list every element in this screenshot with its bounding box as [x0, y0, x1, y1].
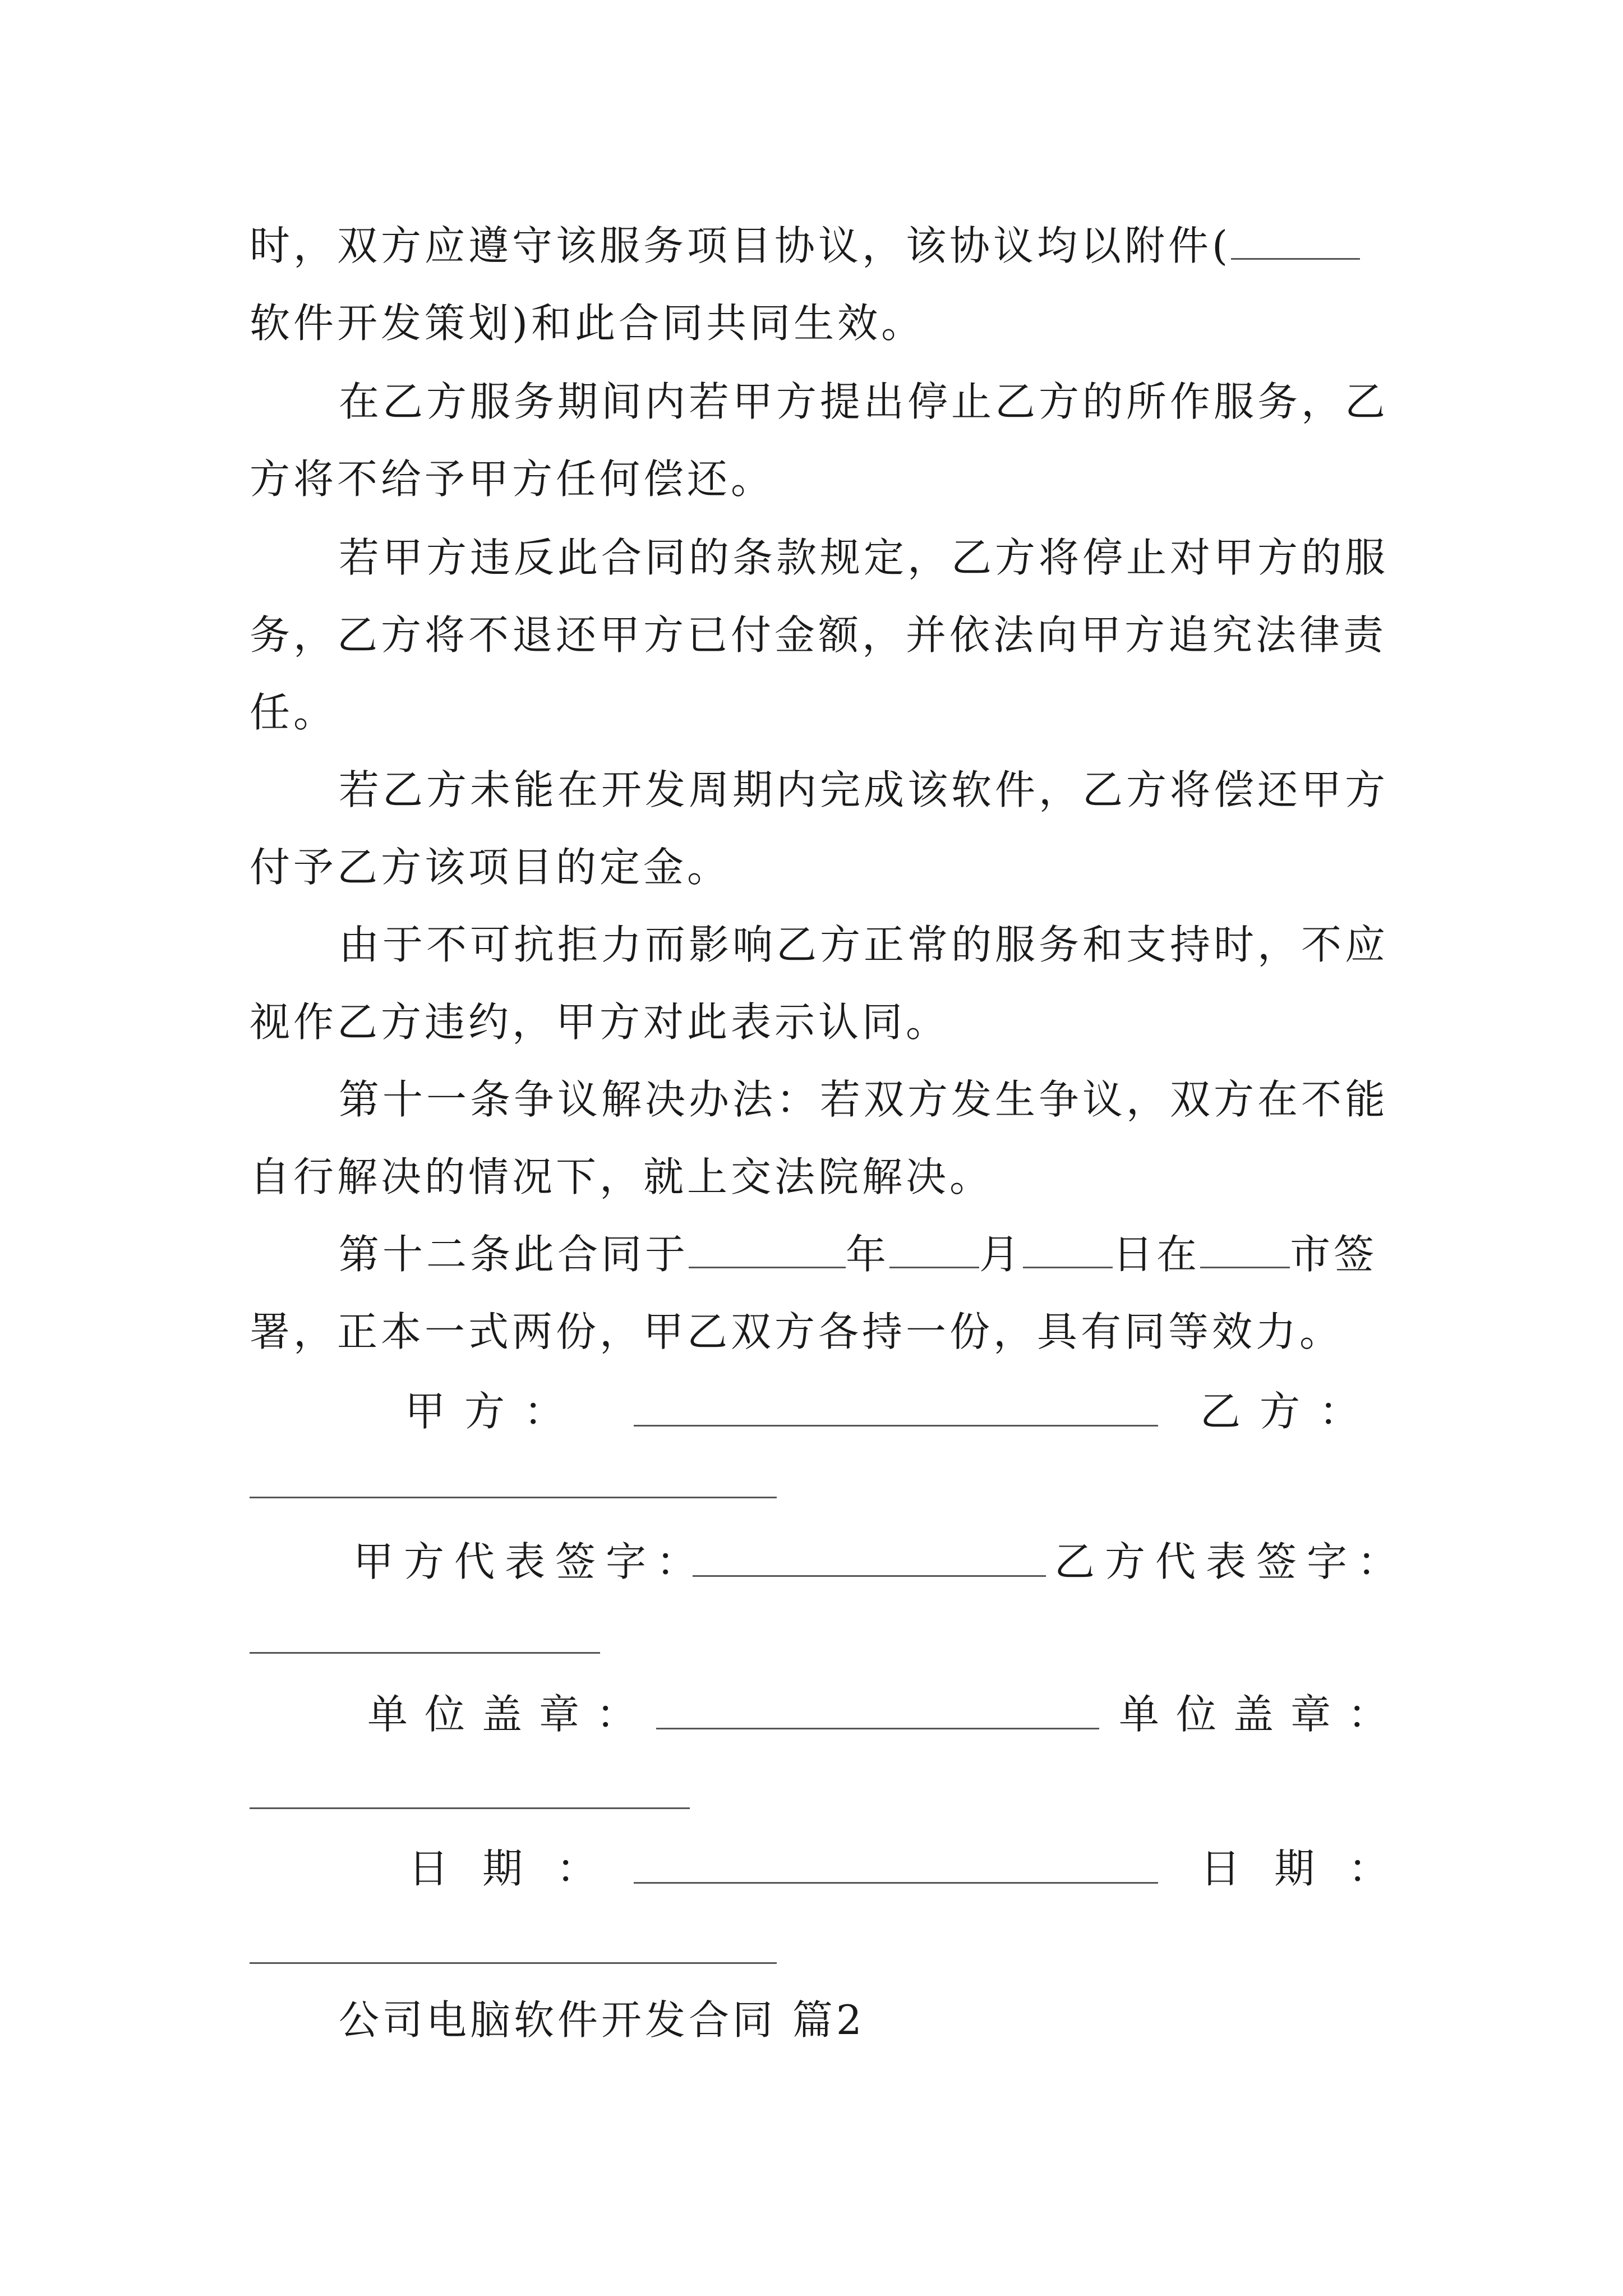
seal-b-label: 单位盖章： [1119, 1691, 1405, 1738]
paragraph-line: 务，乙方将不退还甲方已付金额，并依法向甲方追究法律责 [250, 611, 1387, 659]
paragraph-line: 自行解决的情况下，就上交法院解决。 [250, 1153, 994, 1200]
seal-a-label: 单位盖章： [367, 1691, 654, 1738]
paragraph-line: 署，正本一式两份，甲乙双方各持一份，具有同等效力。 [250, 1308, 1344, 1355]
party-b-label: 乙方： [1200, 1388, 1379, 1435]
date-a-label: 日期： [408, 1845, 631, 1892]
rep-b-label: 乙方代表签字： [1054, 1538, 1408, 1585]
date-b-line [250, 1962, 777, 1964]
blank-line [689, 1261, 846, 1268]
date-b-label: 日期： [1200, 1845, 1423, 1892]
seal-a-line [656, 1728, 1099, 1729]
blank-line [1200, 1261, 1290, 1268]
blank-line [1231, 252, 1360, 260]
party-b-line [250, 1497, 777, 1498]
rep-a-label: 甲方代表签字： [353, 1538, 707, 1585]
paragraph-line: 视作乙方违约，甲方对此表示认同。 [250, 999, 950, 1046]
paragraph-line: 软件开发策划)和此合同共同生效。 [250, 300, 925, 347]
rep-a-line [693, 1575, 1046, 1577]
section-title: 公司电脑软件开发合同 篇2 [339, 1996, 865, 2044]
paragraph-line: 付予乙方该项目的定金。 [250, 844, 731, 891]
paragraph-line: 若乙方未能在开发周期内完成该软件，乙方将偿还甲方 [339, 766, 1389, 813]
paragraph-line: 方将不给予甲方任何偿还。 [250, 455, 775, 503]
rep-b-line [250, 1652, 600, 1654]
paragraph-line: 时，双方应遵守该服务项目协议，该协议均以附件( [250, 226, 1360, 266]
party-a-label: 甲方： [405, 1388, 584, 1435]
paragraph-line: 任。 [250, 689, 338, 736]
seal-b-line [250, 1807, 690, 1809]
paragraph-line: 第十二条此合同于 年 月 日在 市签 [339, 1231, 1378, 1278]
paragraph-line: 第十一条争议解决办法：若双方发生争议，双方在不能 [339, 1076, 1389, 1123]
blank-line [889, 1261, 979, 1268]
date-a-line [634, 1882, 1158, 1884]
blank-line [1023, 1261, 1113, 1268]
paragraph-line: 在乙方服务期间内若甲方提出停止乙方的所作服务，乙 [339, 378, 1389, 425]
paragraph-line: 若甲方违反此合同的条款规定，乙方将停止对甲方的服 [339, 534, 1389, 581]
party-a-line [634, 1425, 1158, 1427]
paragraph-line: 由于不可抗拒力而影响乙方正常的服务和支持时，不应 [339, 921, 1389, 968]
